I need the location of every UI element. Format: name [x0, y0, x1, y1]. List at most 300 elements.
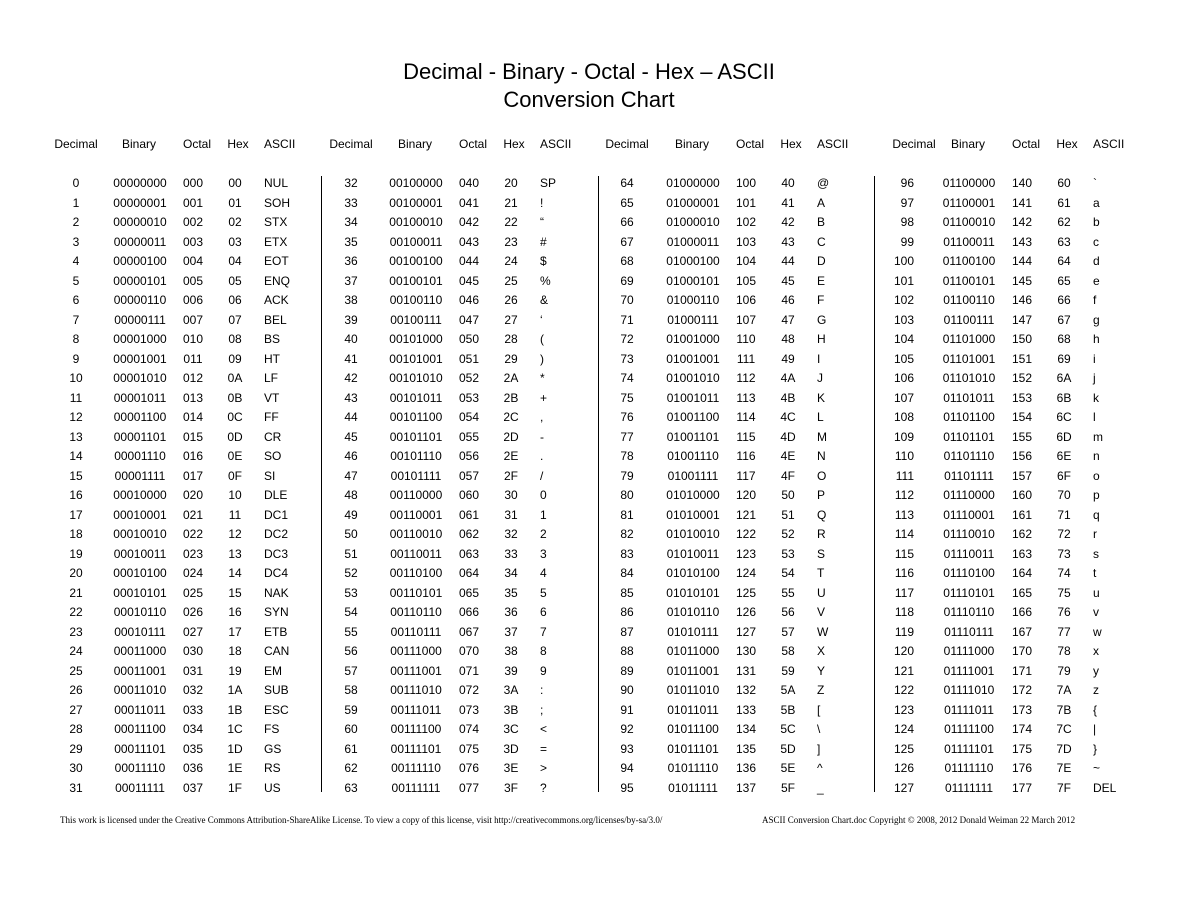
binary-cell: 00101010 [389, 371, 443, 385]
hex-cell: 2C [503, 410, 519, 424]
octal-cell: 021 [182, 507, 204, 522]
octal-cell: 134 [735, 722, 757, 736]
ascii-cell: ETX [264, 234, 288, 249]
hex-cell: 3B [503, 702, 519, 717]
decimal-cell: 24 [69, 644, 83, 658]
ascii-cell: % [540, 273, 551, 288]
binary-cell: 00001100 [113, 410, 167, 424]
hex-cell: 44 [781, 254, 795, 268]
binary-cell: 00010001 [113, 507, 167, 522]
hex-cell: 32 [504, 527, 518, 541]
header-binary: Binary [950, 137, 986, 151]
decimal-cell: 97 [900, 195, 914, 210]
ascii-cell: | [1093, 722, 1097, 736]
ascii-cell: RS [264, 761, 281, 775]
octal-cell: 073 [458, 702, 480, 717]
ascii-cell: I [817, 351, 821, 366]
ascii-cell: 1 [540, 507, 547, 522]
ascii-cell: \ [817, 722, 821, 736]
octal-cell: 102 [735, 215, 757, 229]
decimal-cell: 9 [72, 351, 80, 366]
octal-cell: 017 [182, 468, 204, 483]
hex-cell: 3E [503, 761, 519, 775]
hex-cell: 0B [227, 390, 243, 405]
binary-cell: 00101000 [389, 332, 443, 346]
binary-cell: 00000011 [113, 234, 167, 249]
hex-cell: 37 [504, 624, 518, 639]
decimal-cell: 126 [893, 761, 914, 775]
octal-cell: 050 [458, 332, 480, 346]
octal-cell: 074 [458, 722, 480, 736]
binary-cell: 00101100 [389, 410, 443, 424]
hex-cell: 5A [780, 683, 796, 697]
hex-cell: 7C [1056, 722, 1072, 736]
binary-cell: 00111011 [390, 702, 442, 717]
decimal-cell: 71 [620, 312, 634, 327]
octal-cell: 012 [182, 371, 204, 385]
binary-cell: 00001000 [113, 332, 167, 346]
hex-cell: 28 [504, 332, 518, 346]
hex-cell: 10 [228, 488, 242, 502]
binary-cell: 01010100 [666, 566, 720, 580]
ascii-cell: { [1093, 702, 1098, 717]
binary-cell: 00101101 [389, 429, 443, 444]
octal-cell: 064 [458, 566, 480, 580]
octal-cell: 117 [736, 468, 756, 483]
decimal-cell: 27 [69, 702, 83, 717]
decimal-cell: 117 [894, 585, 914, 600]
octal-cell: 003 [182, 234, 204, 249]
ascii-cell: ^ [817, 761, 823, 775]
hex-cell: 70 [1057, 488, 1071, 502]
octal-cell: 031 [182, 663, 204, 678]
binary-cell: 01111001 [943, 663, 995, 678]
binary-cell: 00100000 [389, 176, 443, 190]
header-hex: Hex [503, 137, 525, 151]
binary-cell: 00001001 [113, 351, 167, 366]
octal-cell: 036 [182, 761, 204, 775]
octal-cell: 063 [458, 546, 480, 561]
binary-cell: 00100011 [389, 234, 443, 249]
octal-cell: 055 [458, 429, 480, 444]
hex-cell: 26 [504, 293, 518, 307]
hex-cell: 7A [1056, 683, 1072, 697]
ascii-cell: L [817, 410, 824, 424]
octal-cell: 125 [735, 585, 757, 600]
hex-cell: 30 [504, 488, 518, 502]
ascii-cell: * [540, 371, 545, 385]
octal-cell: 165 [1011, 585, 1033, 600]
hex-cell: 43 [781, 234, 795, 249]
octal-cell: 056 [458, 449, 480, 463]
ascii-cell: 6 [540, 605, 547, 619]
hex-cell: 6D [1056, 429, 1072, 444]
ascii-cell: y [1093, 663, 1099, 678]
ascii-cell: ; [540, 702, 544, 717]
ascii-cell: u [1093, 585, 1100, 600]
octal-cell: 152 [1011, 371, 1033, 385]
binary-cell: 01011000 [666, 644, 720, 658]
hex-cell: 1D [227, 741, 243, 756]
octal-cell: 131 [735, 663, 757, 678]
decimal-cell: 125 [893, 741, 914, 756]
binary-cell: 00100100 [389, 254, 443, 268]
hex-cell: 66 [1057, 293, 1071, 307]
decimal-cell: 18 [69, 527, 83, 541]
ascii-cell: STX [264, 215, 288, 229]
ascii-cell: G [817, 312, 827, 327]
binary-cell: 01001110 [667, 449, 719, 463]
octal-cell: 070 [458, 644, 480, 658]
header-ascii: ASCII [817, 137, 849, 151]
ascii-cell: $ [540, 254, 547, 268]
decimal-cell: 23 [69, 624, 83, 639]
decimal-cell: 68 [620, 254, 634, 268]
decimal-cell: 110 [894, 449, 914, 463]
binary-cell: 00001010 [113, 371, 167, 385]
ascii-cell: R [817, 527, 826, 541]
header-decimal: Decimal [605, 137, 649, 151]
octal-cell: 016 [182, 449, 204, 463]
ascii-cell: n [1093, 449, 1100, 463]
octal-cell: 043 [458, 234, 480, 249]
binary-cell: 01001010 [666, 371, 720, 385]
ascii-cell: q [1093, 507, 1100, 522]
ascii-cell: T [817, 566, 825, 580]
hex-cell: 61 [1057, 195, 1071, 210]
binary-cell: 01000100 [666, 254, 720, 268]
decimal-cell: 84 [620, 566, 634, 580]
decimal-cell: 115 [894, 546, 914, 561]
hex-cell: 7B [1056, 702, 1072, 717]
ascii-cell: SYN [264, 605, 289, 619]
ascii-cell: ] [817, 741, 821, 756]
hex-cell: 5D [780, 741, 796, 756]
octal-cell: 044 [458, 254, 480, 268]
octal-cell: 146 [1011, 293, 1033, 307]
ascii-cell: f [1093, 293, 1097, 307]
binary-cell: 00010111 [114, 624, 166, 639]
ascii-cell: FF [264, 410, 279, 424]
ascii-cell: @ [817, 176, 830, 190]
decimal-cell: 75 [620, 390, 634, 405]
octal-cell: 024 [182, 566, 204, 580]
ascii-cell: [ [817, 702, 821, 717]
ascii-cell: DC4 [264, 566, 289, 580]
binary-cell: 00011110 [114, 761, 166, 775]
ascii-cell: ESC [264, 702, 289, 717]
decimal-cell: 93 [620, 741, 634, 756]
octal-cell: 051 [458, 351, 480, 366]
hex-cell: 6C [1056, 410, 1072, 424]
ascii-cell: 2 [540, 527, 547, 541]
binary-cell: 01111110 [944, 761, 994, 775]
decimal-cell: 98 [900, 215, 914, 229]
decimal-cell: 45 [344, 429, 358, 444]
binary-cell: 01110111 [944, 624, 994, 639]
octal-cell: 033 [182, 702, 204, 717]
binary-cell: 01100110 [943, 293, 995, 307]
octal-cell: 162 [1011, 527, 1033, 541]
hex-cell: 17 [228, 624, 242, 639]
octal-cell: 127 [735, 624, 757, 639]
binary-cell: 01001101 [666, 429, 720, 444]
ascii-cell: P [817, 488, 826, 502]
decimal-cell: 119 [894, 624, 914, 639]
ascii-cell: ENQ [264, 273, 291, 288]
octal-cell: 120 [735, 488, 757, 502]
decimal-cell: 106 [893, 371, 914, 385]
decimal-cell: 6 [72, 293, 80, 307]
decimal-cell: 73 [620, 351, 634, 366]
hex-cell: 34 [504, 566, 518, 580]
decimal-cell: 116 [894, 566, 914, 580]
decimal-cell: 48 [344, 488, 358, 502]
octal-cell: 072 [458, 683, 480, 697]
ascii-cell: J [817, 371, 823, 385]
binary-cell: 00111100 [390, 722, 442, 736]
binary-cell: 00011011 [114, 702, 166, 717]
hex-cell: 63 [1057, 234, 1071, 249]
ascii-cell: ~ [1093, 761, 1101, 775]
ascii-cell: EM [264, 663, 282, 678]
octal-cell: 163 [1011, 546, 1033, 561]
decimal-cell: 114 [894, 527, 914, 541]
binary-cell: 01000111 [667, 312, 719, 327]
binary-cell: 00000001 [113, 195, 167, 210]
octal-cell: 104 [735, 254, 757, 268]
octal-cell: 035 [182, 741, 204, 756]
ascii-cell: x [1093, 644, 1099, 658]
binary-cell: 00101011 [389, 390, 443, 405]
ascii-cell: , [540, 410, 544, 424]
ascii-cell: a [1093, 195, 1100, 210]
hex-cell: 35 [504, 585, 518, 600]
decimal-cell: 89 [620, 663, 634, 678]
octal-cell: 132 [735, 683, 757, 697]
decimal-cell: 61 [344, 741, 358, 756]
hex-cell: 14 [228, 566, 242, 580]
octal-cell: 001 [182, 195, 204, 210]
octal-cell: 173 [1011, 702, 1033, 717]
decimal-cell: 25 [69, 663, 83, 678]
ascii-cell: FS [264, 722, 280, 736]
hex-cell: 41 [781, 195, 795, 210]
column-separator [321, 176, 322, 792]
octal-cell: 141 [1011, 195, 1033, 210]
binary-cell: 01000010 [666, 215, 720, 229]
ascii-cell: “ [540, 215, 544, 229]
hex-cell: 47 [781, 312, 795, 327]
hex-cell: 76 [1057, 605, 1071, 619]
octal-cell: 111 [736, 351, 756, 366]
octal-cell: 153 [1011, 390, 1033, 405]
binary-cell: 00111000 [390, 644, 442, 658]
hex-cell: 29 [504, 351, 518, 366]
ascii-cell: s [1093, 546, 1099, 561]
binary-cell: 00100110 [389, 293, 443, 307]
decimal-cell: 4 [72, 254, 80, 268]
decimal-cell: 85 [620, 585, 634, 600]
header-binary: Binary [121, 137, 157, 151]
ascii-cell: } [1093, 741, 1098, 756]
hex-cell: 22 [504, 215, 518, 229]
decimal-cell: 51 [344, 546, 358, 561]
decimal-cell: 30 [69, 761, 83, 775]
hex-cell: 4C [780, 410, 796, 424]
decimal-cell: 91 [620, 702, 634, 717]
decimal-cell: 122 [893, 683, 914, 697]
ascii-cell: : [540, 683, 544, 697]
hex-cell: 3C [503, 722, 519, 736]
hex-cell: 51 [781, 507, 795, 522]
hex-cell: 5B [780, 702, 796, 717]
binary-cell: 01110100 [943, 566, 995, 580]
octal-cell: 075 [458, 741, 480, 756]
ascii-cell: Q [817, 507, 827, 522]
decimal-cell: 86 [620, 605, 634, 619]
decimal-cell: 124 [893, 722, 914, 736]
binary-cell: 01110000 [943, 488, 995, 502]
binary-cell: 00011001 [113, 663, 167, 678]
octal-cell: 077 [458, 780, 480, 795]
octal-cell: 037 [182, 780, 204, 795]
ascii-cell: SI [264, 468, 276, 483]
decimal-cell: 76 [620, 410, 634, 424]
ascii-cell: CR [264, 429, 282, 444]
binary-cell: 00110011 [390, 546, 442, 561]
octal-cell: 004 [182, 254, 204, 268]
decimal-cell: 7 [72, 312, 80, 327]
ascii-cell: > [540, 761, 548, 775]
ascii-cell: . [540, 449, 544, 463]
ascii-cell: LF [264, 371, 279, 385]
hex-cell: 25 [504, 273, 518, 288]
ascii-cell: GS [264, 741, 282, 756]
binary-cell: 01010101 [666, 585, 720, 600]
ascii-cell: HT [264, 351, 280, 366]
decimal-cell: 80 [620, 488, 634, 502]
decimal-cell: 96 [900, 176, 914, 190]
octal-cell: 142 [1011, 215, 1033, 229]
octal-cell: 000 [182, 176, 204, 190]
hex-cell: 0D [227, 429, 243, 444]
ascii-cell: SO [264, 449, 282, 463]
hex-cell: 02 [228, 215, 242, 229]
hex-cell: 79 [1057, 663, 1071, 678]
ascii-cell: CAN [264, 644, 290, 658]
decimal-cell: 78 [620, 449, 634, 463]
binary-cell: 01000101 [666, 273, 720, 288]
decimal-cell: 35 [344, 234, 358, 249]
ascii-cell: ` [1093, 176, 1097, 190]
hex-cell: 0E [227, 449, 243, 463]
octal-cell: 113 [736, 390, 756, 405]
octal-cell: 020 [182, 488, 204, 502]
ascii-cell: 7 [540, 624, 547, 639]
decimal-cell: 8 [72, 332, 80, 346]
binary-cell: 00000101 [113, 273, 167, 288]
ascii-cell: B [817, 215, 826, 229]
binary-cell: 00110010 [389, 527, 443, 541]
binary-cell: 01011111 [668, 780, 718, 795]
octal-cell: 114 [736, 410, 756, 424]
hex-cell: 57 [781, 624, 795, 639]
binary-cell: 00101111 [390, 468, 442, 483]
octal-cell: 065 [458, 585, 480, 600]
hex-cell: 06 [228, 293, 242, 307]
octal-cell: 022 [182, 527, 204, 541]
ascii-cell: BEL [264, 312, 287, 327]
hex-cell: 49 [781, 351, 795, 366]
decimal-cell: 100 [893, 254, 914, 268]
binary-cell: 00010000 [113, 488, 167, 502]
octal-cell: 046 [458, 293, 480, 307]
binary-cell: 01011011 [667, 702, 719, 717]
ascii-cell: / [540, 468, 544, 483]
header-ascii: ASCII [540, 137, 572, 151]
octal-cell: 045 [458, 273, 480, 288]
binary-cell: 00001111 [114, 468, 166, 483]
binary-cell: 00011000 [113, 644, 167, 658]
ascii-cell: SP [540, 176, 557, 190]
binary-cell: 01011100 [667, 722, 719, 736]
binary-cell: 01100111 [943, 312, 995, 327]
octal-cell: 066 [458, 605, 480, 619]
decimal-cell: 57 [344, 663, 358, 678]
ascii-cell: VT [264, 390, 280, 405]
hex-cell: 78 [1057, 644, 1071, 658]
hex-cell: 4E [780, 449, 796, 463]
decimal-cell: 82 [620, 527, 634, 541]
hex-cell: 31 [504, 507, 518, 522]
decimal-cell: 58 [344, 683, 358, 697]
decimal-cell: 127 [893, 780, 914, 795]
decimal-cell: 28 [69, 722, 83, 736]
decimal-cell: 20 [69, 566, 83, 580]
decimal-cell: 31 [69, 780, 83, 795]
binary-cell: 01001001 [666, 351, 720, 366]
binary-cell: 01001000 [666, 332, 720, 346]
hex-cell: 2D [503, 429, 519, 444]
hex-cell: 2B [503, 390, 519, 405]
hex-cell: 52 [781, 527, 795, 541]
ascii-cell: p [1093, 488, 1100, 502]
decimal-cell: 60 [344, 722, 358, 736]
binary-cell: 01101100 [943, 410, 995, 424]
hex-cell: 2E [503, 449, 519, 463]
decimal-cell: 37 [344, 273, 358, 288]
binary-cell: 01110110 [943, 605, 995, 619]
hex-cell: 60 [1057, 176, 1071, 190]
octal-cell: 171 [1011, 663, 1033, 678]
decimal-cell: 10 [69, 371, 83, 385]
binary-cell: 01000110 [666, 293, 720, 307]
hex-cell: 0C [227, 410, 243, 424]
hex-cell: 1A [227, 683, 243, 697]
binary-cell: 01111100 [944, 722, 994, 736]
binary-cell: 01101110 [943, 449, 995, 463]
column-separator [598, 176, 599, 792]
binary-cell: 01001011 [666, 390, 720, 405]
octal-cell: 054 [458, 410, 480, 424]
hex-cell: 4B [780, 390, 796, 405]
hex-cell: 2F [503, 468, 519, 483]
decimal-cell: 0 [72, 176, 80, 190]
octal-cell: 023 [182, 546, 204, 561]
header-binary: Binary [397, 137, 433, 151]
octal-cell: 067 [458, 624, 480, 639]
